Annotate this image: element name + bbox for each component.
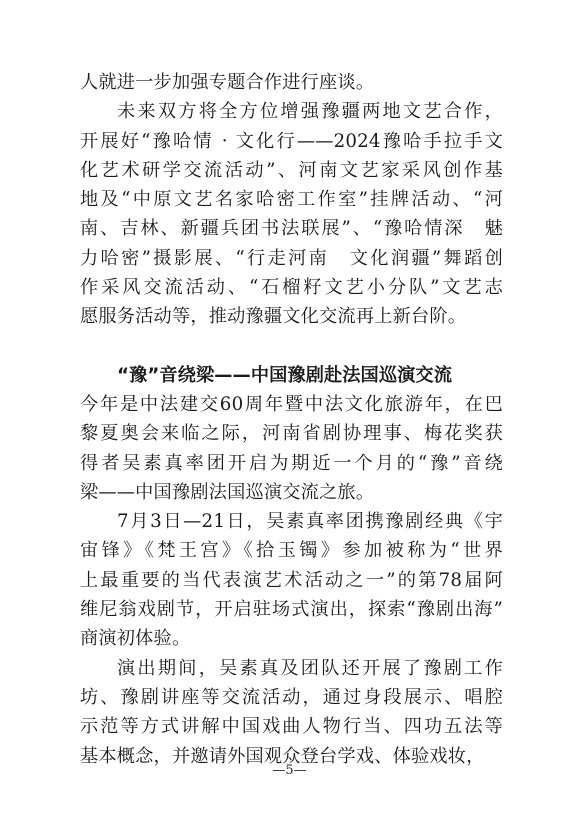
body-paragraph [80,507,503,653]
section-gap [80,332,503,361]
text-line: 南、吉林、新疆兵团书法联展”、“豫哈情深 魅 [80,218,503,240]
text-line: 梁——中国豫剧法国巡演交流之旅。 [80,481,375,503]
body-paragraph [80,97,503,331]
text-line: 7月3日—21日，吴素真率团携豫剧经典《宇 [117,511,503,533]
section-heading: “豫”音绕梁——中国豫剧赴法国巡演交流 [117,364,452,386]
text-line: 今年是中法建交60周年暨中法文化旅游年，在巴 [80,393,503,415]
text-line: 作采风交流活动、“石榴籽文艺小分队”文艺志 [80,277,503,299]
page-number: —5— [272,763,307,778]
body-paragraph [80,390,503,507]
text-line: 商演初体验。 [80,628,191,650]
text-line: 维尼翁戏剧节，开启驻场式演出，探索“豫剧出海” [80,599,503,621]
text-line: 力哈密”摄影展、“行走河南 文化润疆”舞蹈创 [80,247,503,269]
text-line: 演出期间，吴素真及团队还开展了豫剧工作 [117,657,503,679]
text-line: 得者吴素真率团开启为期近一个月的“豫”音绕 [80,452,503,474]
text-line: 未来双方将全方位增强豫疆两地文艺合作， [117,101,503,123]
text-line: 愿服务活动等，推动豫疆文化交流再上新台阶。 [80,306,467,328]
body-paragraph [80,654,503,771]
document-page [80,68,503,771]
text-line: 坊、豫剧讲座等交流活动，通过身段展示、唱腔 [80,686,503,708]
text-line: 上最重要的当代表演艺术活动之一”的第78届阿 [80,569,503,591]
text-line: 基本概念，并邀请外国观众登台学戏、体验戏妆， [80,745,485,767]
text-line: 地及“中原文艺名家哈密工作室”挂牌活动、“河 [80,189,503,211]
text-line: 化艺术研学交流活动”、河南文艺家采风创作基 [80,159,503,181]
text-line: 示范等方式讲解中国戏曲人物行当、四功五法等 [80,716,503,738]
text-line: 黎夏奥会来临之际，河南省剧协理事、梅花奖获 [80,423,503,445]
text-line: 开展好“豫哈情 · 文化行——2024豫哈手拉手文 [80,130,503,152]
body-paragraph [80,68,503,97]
text-line: 宙锋》《梵王宫》《拾玉镯》参加被称为“世界 [80,540,503,562]
text-line: 人就进一步加强专题合作进行座谈。 [80,72,375,93]
